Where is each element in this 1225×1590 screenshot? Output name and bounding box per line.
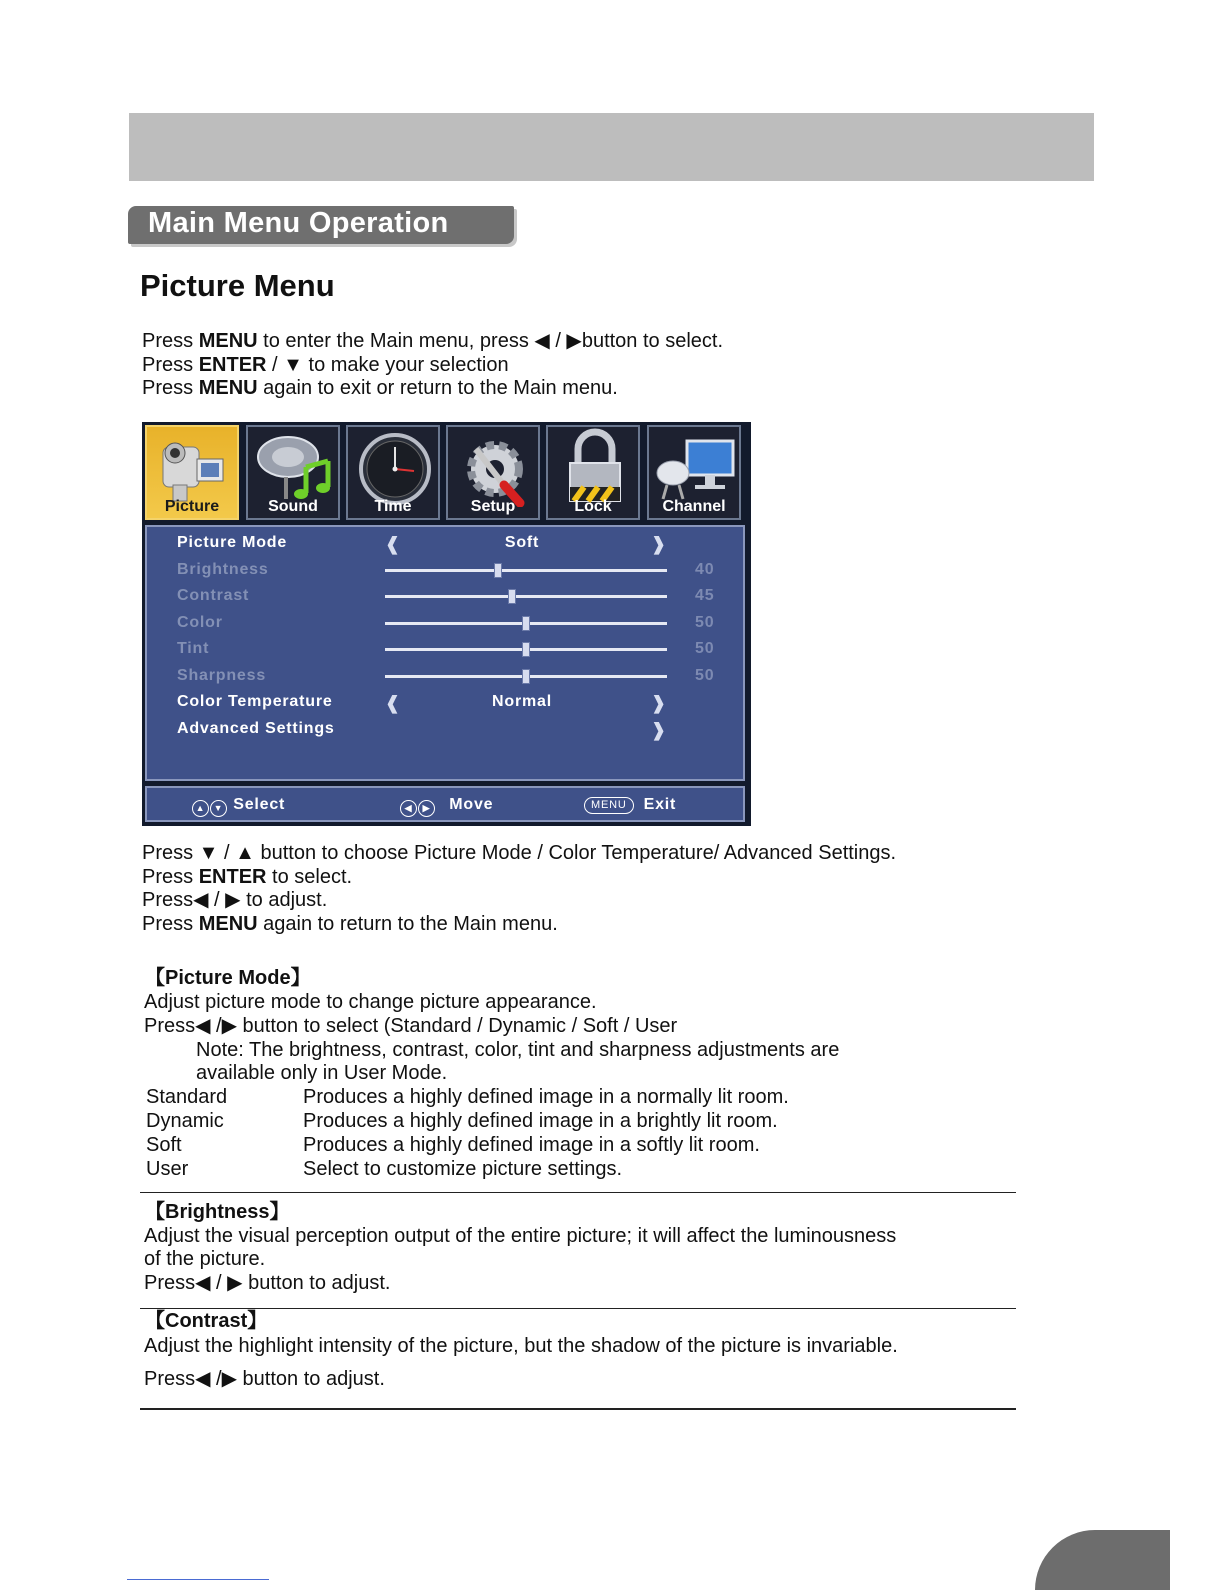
divider	[140, 1408, 1016, 1410]
tab-label: Time	[374, 498, 412, 515]
tab-sound[interactable]	[246, 425, 340, 520]
footer-select: ▲ ▼ Select	[192, 796, 285, 817]
instruction-line: Press MENU again to return to the Main menu.	[142, 912, 558, 935]
right-circle-icon: ▶	[418, 800, 435, 817]
osd-menu-screenshot	[142, 422, 751, 826]
down-circle-icon: ▼	[210, 800, 227, 817]
right-arrow-icon[interactable]: ❱	[651, 534, 667, 554]
brightness-line: Press◀ / ▶ button to adjust.	[144, 1272, 391, 1294]
tab-time[interactable]	[346, 425, 440, 520]
tab-picture[interactable]	[145, 425, 239, 520]
up-circle-icon: ▲	[192, 800, 209, 817]
intro-line: Press ENTER / ▼ to make your selection	[142, 353, 509, 376]
satellite-monitor-icon	[649, 427, 741, 507]
tint-row[interactable]: Tint 50	[177, 640, 715, 657]
picture-mode-line: Adjust picture mode to change picture appearance.	[144, 991, 597, 1013]
speaker-music-icon	[248, 427, 340, 507]
divider	[140, 1192, 1016, 1193]
contrast-slider[interactable]	[385, 595, 667, 598]
slider-knob[interactable]	[522, 669, 530, 684]
tab-lock[interactable]	[546, 425, 640, 520]
brightness-title: 【Brightness】	[145, 1201, 290, 1223]
slider-knob[interactable]	[494, 563, 502, 578]
slider-knob[interactable]	[508, 589, 516, 604]
contrast-title: 【Contrast】	[145, 1310, 268, 1332]
contrast-line: Adjust the highlight intensity of the picture, but the shadow of the picture is invariable.	[144, 1335, 898, 1357]
left-arrow-icon[interactable]: ❰	[385, 534, 401, 554]
tab-channel[interactable]	[647, 425, 741, 520]
tab-setup[interactable]	[446, 425, 540, 520]
picture-mode-row[interactable]: Picture Mode ❰ Soft ❱	[177, 534, 667, 554]
instruction-line: Press◀ / ▶ to adjust.	[142, 889, 328, 911]
instruction-line: Press ▼ / ▲ button to choose Picture Mode / Color Temperature/ Advanced Settings.	[142, 842, 897, 864]
picture-mode-note: Note: The brightness, contrast, color, tint and sharpness adjustments are	[196, 1039, 840, 1061]
footer-move: ◀ ▶ Move	[400, 796, 493, 817]
mode-description: Produces a highly defined image in a brightly lit room.	[303, 1110, 778, 1132]
tab-label: Sound	[268, 498, 318, 515]
brightness-slider[interactable]	[385, 569, 667, 572]
camcorder-icon	[147, 427, 239, 507]
mode-description: Produces a highly defined image in a normally lit room.	[303, 1086, 789, 1108]
left-arrow-icon[interactable]: ❰	[385, 693, 401, 713]
intro-line: Press MENU again to exit or return to the Main menu.	[142, 377, 618, 399]
tab-label: Lock	[574, 498, 612, 515]
color-row[interactable]: Color 50	[177, 614, 715, 631]
slider-knob[interactable]	[522, 642, 530, 657]
left-circle-icon: ◀	[400, 800, 417, 817]
mode-term: User	[146, 1158, 189, 1180]
color-temperature-row[interactable]: Color Temperature ❰ Normal ❱	[177, 693, 667, 713]
contrast-row[interactable]: Contrast 45	[177, 587, 715, 604]
contrast-line: Press◀ /▶ button to adjust.	[144, 1368, 385, 1390]
instruction-line: Press ENTER to select.	[142, 865, 353, 888]
picture-mode-note: available only in User Mode.	[196, 1062, 448, 1084]
sharpness-row[interactable]: Sharpness 50	[177, 667, 715, 684]
advanced-settings-row[interactable]: Advanced Settings ❱	[177, 720, 667, 740]
intro-line: Press MENU to enter the Main menu, press ◀ / ▶button to select.	[142, 330, 724, 352]
brightness-row[interactable]: Brightness 40	[177, 561, 715, 578]
picture-settings-panel	[145, 525, 745, 781]
clock-icon	[348, 427, 440, 507]
right-arrow-icon[interactable]: ❱	[651, 693, 667, 713]
section-tab-label: Main Menu Operation	[148, 207, 449, 239]
picture-mode-title: 【Picture Mode】	[145, 967, 311, 989]
menu-key-icon: MENU	[584, 797, 634, 814]
footer-exit: MENU Exit	[584, 796, 676, 814]
header-band	[129, 113, 1094, 181]
gear-wrench-icon	[448, 427, 540, 507]
mode-term: Soft	[146, 1134, 182, 1156]
page-corner-tab	[1035, 1530, 1170, 1590]
mode-description: Select to customize picture settings.	[303, 1158, 623, 1180]
picture-mode-line: Press◀ /▶ button to select (Standard / Dynamic / Soft / User	[144, 1015, 678, 1037]
brightness-line: Adjust the visual perception output of the entire picture; it will affect the luminousness	[144, 1225, 897, 1247]
right-arrow-icon[interactable]: ❱	[651, 720, 667, 740]
slider-knob[interactable]	[522, 616, 530, 631]
divider	[140, 1308, 1016, 1309]
page-title: Picture Menu	[140, 268, 335, 303]
section-tab	[128, 206, 514, 244]
brightness-line: of the picture.	[144, 1248, 266, 1270]
mode-term: Dynamic	[146, 1110, 224, 1132]
tab-label: Setup	[470, 498, 516, 515]
footer-link-line	[127, 1579, 269, 1580]
padlock-icon	[548, 427, 640, 507]
intro-text	[142, 330, 723, 401]
instructions	[142, 842, 896, 936]
mode-description: Produces a highly defined image in a softly lit room.	[303, 1134, 760, 1156]
tab-label: Channel	[662, 498, 726, 515]
tab-label: Picture	[164, 498, 220, 515]
osd-footer	[145, 786, 745, 822]
mode-term: Standard	[146, 1086, 228, 1108]
